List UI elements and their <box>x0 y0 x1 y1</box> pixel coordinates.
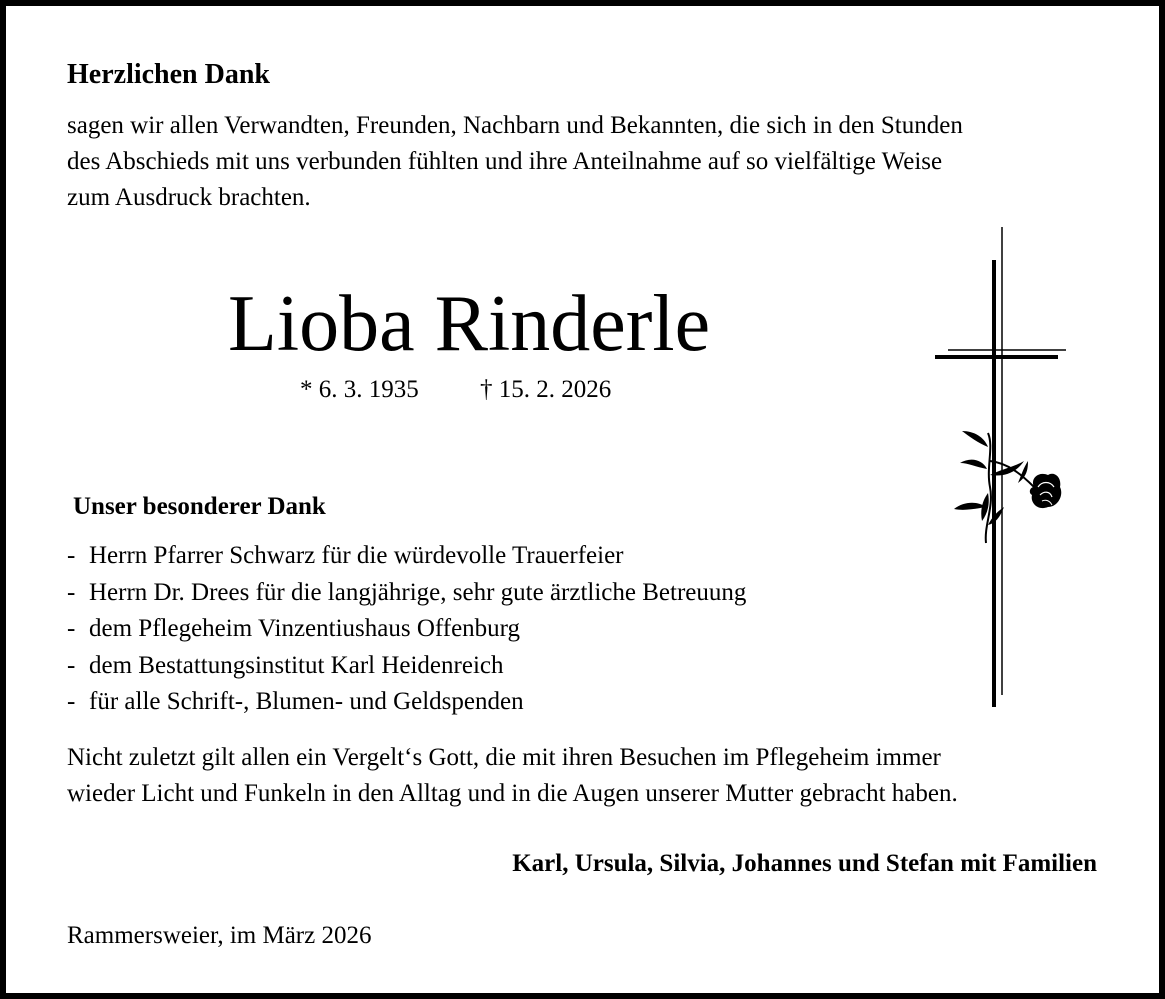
cross-with-rose-icon <box>930 225 1070 715</box>
intro-line: des Abschieds mit uns verbunden fühlten und ihre Anteilnahme auf so vielfältige Weise <box>67 148 943 175</box>
death-date: † 15. 2. 2026 <box>480 376 612 403</box>
special-thanks-heading: Unser besonderer Dank <box>73 493 326 520</box>
list-item <box>67 538 746 575</box>
list-bullet: - <box>67 578 76 606</box>
deceased-name: Lioba Rinderle <box>228 280 711 368</box>
closing-text <box>67 740 958 812</box>
list-bullet: - <box>67 688 76 715</box>
list-item-text: dem Pflegeheim Vinzentiushaus Offenburg <box>89 615 521 642</box>
list-bullet: - <box>67 651 76 679</box>
place-and-date: Rammersweier, im März 2026 <box>67 922 372 949</box>
list-item <box>67 648 746 685</box>
list-item-text: Herrn Dr. Drees für die langjährige, sehr gute ärztliche Betreuung <box>89 578 747 606</box>
list-item <box>67 684 746 721</box>
closing-line: wieder Licht und Funkeln in den Alltag und in die Augen unserer Mutter gebracht haben. <box>67 780 958 807</box>
list-item-text: Herrn Pfarrer Schwarz für die würdevolle Trauerfeier <box>89 542 624 569</box>
intro-line: zum Ausdruck brachten. <box>67 184 311 211</box>
list-item-text: für alle Schrift-, Blumen- und Geldspenden <box>89 688 524 715</box>
intro-text <box>67 108 963 216</box>
birth-date: * 6. 3. 1935 <box>300 376 419 403</box>
list-bullet: - <box>67 615 76 642</box>
list-item-text: dem Bestattungsinstitut Karl Heidenreich <box>89 651 504 679</box>
special-thanks-list <box>67 538 746 721</box>
closing-line: Nicht zuletzt gilt allen ein Vergelt‘s Gott, die mit ihren Besuchen im Pflegeheim immer <box>67 744 941 771</box>
list-item <box>67 575 746 612</box>
notice-heading: Herzlichen Dank <box>67 59 270 90</box>
list-item <box>67 611 746 648</box>
family-signature: Karl, Ursula, Silvia, Johannes und Stefan mit Familien <box>512 850 1097 877</box>
list-bullet: - <box>67 542 76 569</box>
intro-line: sagen wir allen Verwandten, Freunden, Nachbarn und Bekannten, die sich in den Stunden <box>67 112 963 139</box>
